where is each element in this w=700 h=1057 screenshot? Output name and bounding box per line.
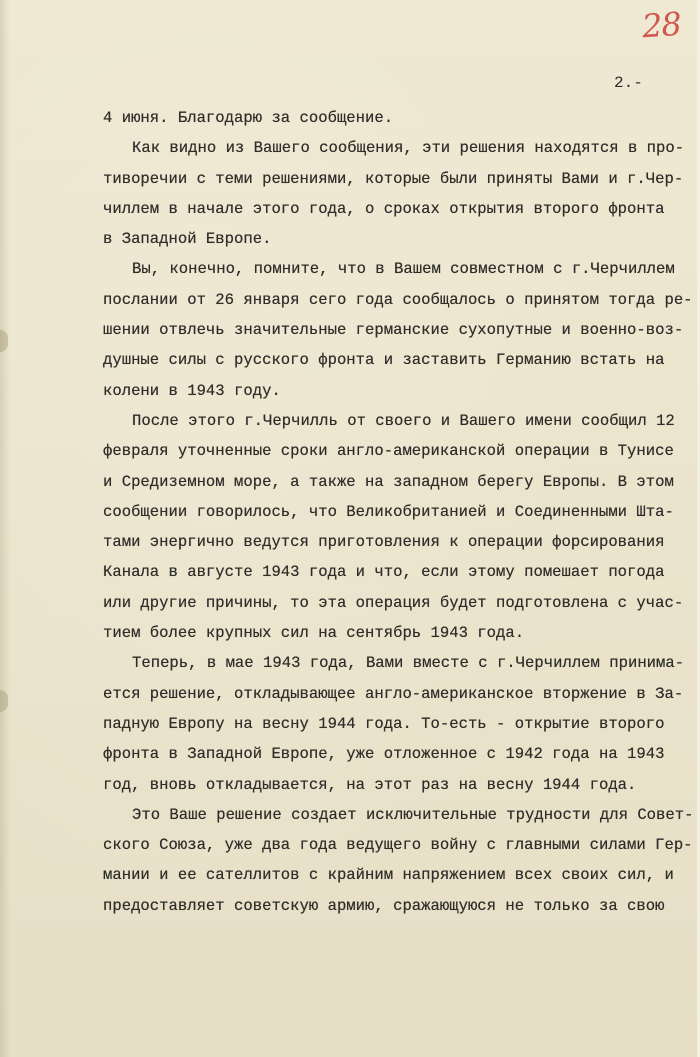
text-line: предоставляет советскую армию, сражающуюся не только за свою xyxy=(103,896,665,915)
text-line: тами энергично ведутся приготовления к операции форсирования xyxy=(103,533,665,552)
text-line: Это Ваше решение создает исключительные трудности для Совет- xyxy=(132,805,694,824)
text-line: Теперь, в мае 1943 года, Вами вместе с г.Черчиллем принима- xyxy=(132,654,685,673)
text-line: год, вновь откладывается, на этот раз на весну 1944 года. xyxy=(103,775,637,794)
text-line: ского Союза, уже два года ведущего войну с главными силами Гер- xyxy=(103,836,693,855)
handwritten-page-number: 28 xyxy=(640,4,682,46)
text-line: ется решение, откладывающее англо-американское вторжение в За- xyxy=(103,684,684,703)
text-line: Канала в августе 1943 года и что, если этому помешает погода xyxy=(103,563,665,582)
text-line: мании и ее сателлитов с крайним напряжением всех своих сил, и xyxy=(103,866,674,885)
typed-page-marker: 2.- xyxy=(614,74,643,92)
text-line: После этого г.Черчилль от своего и Вашего имени сообщил 12 xyxy=(132,411,675,430)
text-line: колени в 1943 году. xyxy=(103,381,281,400)
text-line: сообщении говорилось, что Великобританией и Соединенными Шта- xyxy=(103,502,674,521)
text-line: фронта в Западной Европе, уже отложенное с 1942 года на 1943 xyxy=(103,745,665,764)
text-line: в Западной Европе. xyxy=(103,230,272,249)
text-line: падную Европу на весну 1944 года. То-есть - открытие второго xyxy=(103,714,665,733)
text-line: и Средиземном море, а также на западном берегу Европы. В этом xyxy=(103,472,674,491)
binding-edge xyxy=(0,0,10,1057)
text-line: душные силы с русского фронта и заставить Германию встать на xyxy=(103,351,665,370)
text-line: тием более крупных сил на сентябрь 1943 года. xyxy=(103,624,525,643)
letter-body xyxy=(103,107,694,925)
text-line: Вы, конечно, помните, что в Вашем совместном с г.Черчиллем xyxy=(132,260,675,279)
text-line: шении отвлечь значительные германские сухопутные и военно-воз- xyxy=(103,321,684,340)
text-line: тиворечии с теми решениями, которые были приняты Вами и г.Чер- xyxy=(103,169,684,188)
text-line: Как видно из Вашего сообщения, эти решения находятся в про- xyxy=(132,139,685,158)
text-line: или другие причины, то эта операция будет подготовлена с учас- xyxy=(103,593,684,612)
text-line: послании от 26 января сего года сообщалось о принятом тогда ре- xyxy=(103,290,693,309)
text-line: 4 июня. Благодарю за сообщение. xyxy=(103,109,394,127)
text-line: чиллем в начале этого года, о сроках открытия второго фронта xyxy=(103,199,665,218)
text-line: февраля уточненные сроки англо-американской операции в Тунисе xyxy=(103,442,674,461)
